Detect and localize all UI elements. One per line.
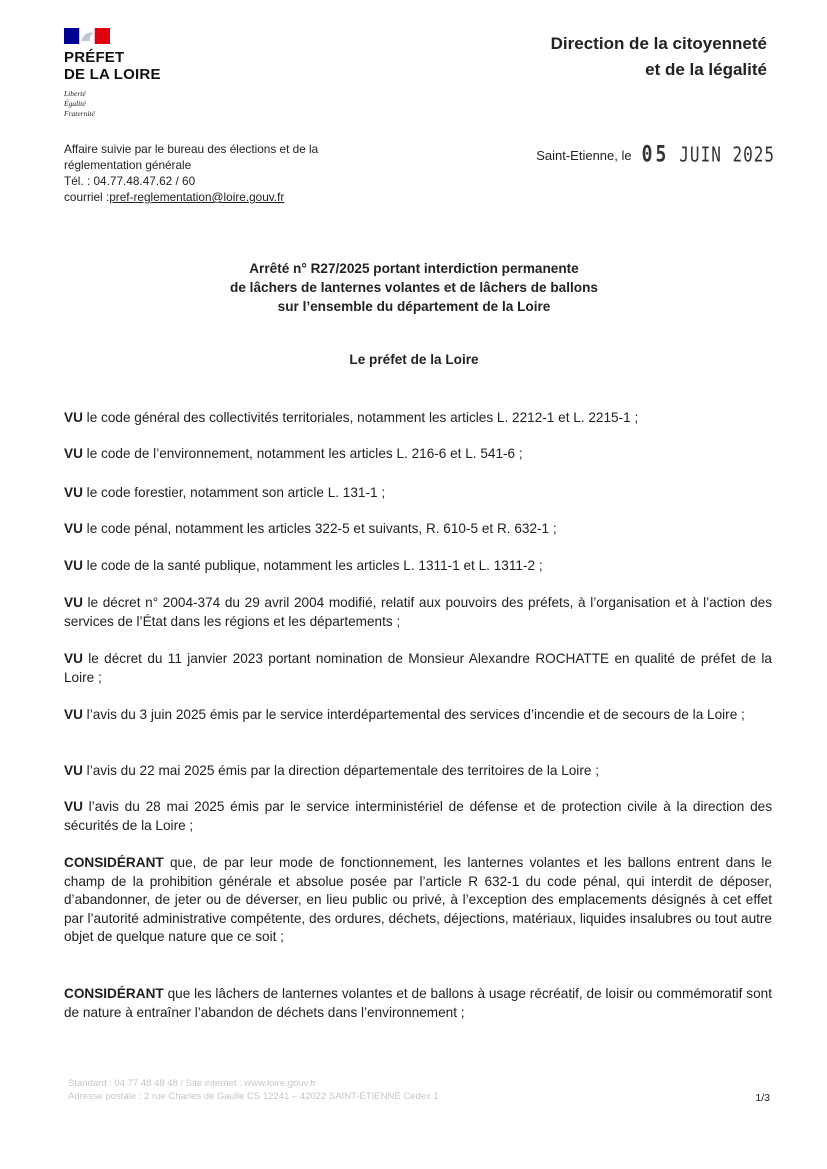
place-date — [536, 141, 775, 168]
contact-line-1: Affaire suivie par le bureau des élections et de la — [64, 142, 319, 156]
footer-line-2: Adresse postale : 2 rue Charles de Gaulle CS 12241 – 42022 SAINT-ÉTIENNE Cedex 1 — [68, 1091, 439, 1102]
considerant-paragraph — [64, 985, 772, 1022]
paragraph-text: le code de la santé publique, notamment les articles L. 1311-1 et L. 1311-2 ; — [82, 558, 543, 573]
contact-phone: Tél. : 04.77.48.47.62 / 60 — [64, 174, 196, 188]
vu-paragraph — [64, 594, 772, 631]
considerant-paragraph — [64, 854, 772, 947]
paragraph-text: le code forestier, notamment son article L. 131-1 ; — [82, 485, 386, 500]
email-link[interactable]: pref-reglementation@loire.gouv.fr — [109, 190, 285, 204]
motto-fraternite: Fraternité — [64, 109, 95, 118]
republic-motto — [64, 89, 95, 119]
paragraph-keyword: VU — [64, 521, 83, 536]
title-line-3: sur l’ensemble du département de la Loire — [277, 299, 551, 314]
vu-paragraph — [64, 762, 772, 781]
paragraph-keyword: CONSIDÉRANT — [64, 855, 164, 870]
paragraph-keyword: VU — [64, 799, 83, 814]
paragraph-keyword: VU — [64, 707, 83, 722]
paragraph-keyword: CONSIDÉRANT — [64, 986, 164, 1001]
paragraph-text: le décret n° 2004-374 du 29 avril 2004 modifié, relatif aux pouvoirs des préfets, à l’organisation et à l’action des services de l’État dans les régions et les départements ; — [64, 595, 772, 629]
title-line-2: de lâchers de lanternes volantes et de lâchers de ballons — [230, 280, 598, 295]
place-text: Saint-Etienne, le — [536, 148, 632, 163]
vu-paragraph — [64, 409, 772, 428]
paragraph-keyword: VU — [64, 485, 83, 500]
footer-line-1: Standard : 04 77 48 48 48 / Site internet : www.loire.gouv.fr — [68, 1078, 317, 1089]
paragraph-keyword: VU — [64, 595, 83, 610]
paragraph-text: l’avis du 3 juin 2025 émis par le service interdépartemental des services d’incendie et de secours de la Loire ; — [82, 707, 745, 722]
email-label: courriel : — [64, 190, 110, 204]
date-stamp-month-year: JUIN 2025 — [679, 142, 775, 167]
paragraph-text: le code pénal, notamment les articles 322-5 et suivants, R. 610-5 et R. 632-1 ; — [82, 521, 557, 536]
paragraph-keyword: VU — [64, 446, 83, 461]
prefet-logo-text — [64, 49, 161, 83]
vu-paragraph — [64, 557, 772, 576]
paragraph-text: que les lâchers de lanternes volantes et de ballons à usage récréatif, de loisir ou commémoratif sont de nature à entraîner l’abandon de déchets dans l’environnement ; — [64, 986, 772, 1020]
paragraph-keyword: VU — [64, 410, 83, 425]
prefet-subtitle: Le préfet de la Loire — [349, 352, 479, 367]
direction-line-2: et de la légalité — [645, 60, 767, 79]
vu-paragraph — [64, 798, 772, 835]
date-stamp-day: 05 — [641, 141, 670, 168]
vu-paragraph — [64, 650, 772, 687]
title-line-1: Arrêté n° R27/2025 portant interdiction permanente — [249, 261, 579, 276]
logo-line-2: DE LA LOIRE — [64, 66, 161, 83]
contact-block — [64, 141, 318, 205]
paragraph-text: le code de l’environnement, notamment les articles L. 216-6 et L. 541-6 ; — [82, 446, 523, 461]
paragraph-text: le décret du 11 janvier 2023 portant nomination de Monsieur Alexandre ROCHATTE en qualité de préfet de la Loire ; — [64, 651, 772, 685]
contact-line-2: réglementation générale — [64, 158, 192, 172]
paragraph-keyword: VU — [64, 558, 83, 573]
paragraph-keyword: VU — [64, 651, 83, 666]
vu-paragraph — [64, 706, 772, 725]
vu-paragraph — [64, 484, 772, 503]
paragraph-text: que, de par leur mode de fonctionnement, les lanternes volantes et les ballons entrent dans le champ de la prohibition générale et absolue posée par l’article R 632-1 du code pénal, qui interdit de déposer, d’abandonner, de jeter ou de déverser, en lieu public ou privé, à l’exception des emplacements désignés à cet effet par l’autorité administrative compétente, des ordures, déchets, déjections, matériaux, liquides insalubres ou tout autre objet de quelque nature que ce soit ; — [64, 855, 772, 944]
motto-liberte: Liberté — [64, 89, 86, 98]
footer-contact — [68, 1077, 439, 1103]
vu-paragraph — [64, 520, 772, 539]
marianne-flag-icon — [64, 28, 110, 44]
paragraph-text: l’avis du 28 mai 2025 émis par le service interministériel de défense et de protection civile à la direction des sécurités de la Loire ; — [64, 799, 772, 833]
paragraph-keyword: VU — [64, 763, 83, 778]
direction-line-1: Direction de la citoyenneté — [550, 34, 767, 53]
page-number: 1/3 — [755, 1092, 770, 1104]
direction-header — [551, 31, 767, 83]
arrete-title — [64, 259, 764, 316]
vu-paragraph — [64, 445, 772, 464]
motto-egalite: Égalité — [64, 99, 86, 108]
paragraph-text: le code général des collectivités territoriales, notamment les articles L. 2212-1 et L. 2215-1 ; — [82, 410, 639, 425]
logo-line-1: PRÉFET — [64, 49, 125, 66]
paragraph-text: l’avis du 22 mai 2025 émis par la direction départementale des territoires de la Loire ; — [82, 763, 599, 778]
contact-email-row — [64, 189, 318, 205]
